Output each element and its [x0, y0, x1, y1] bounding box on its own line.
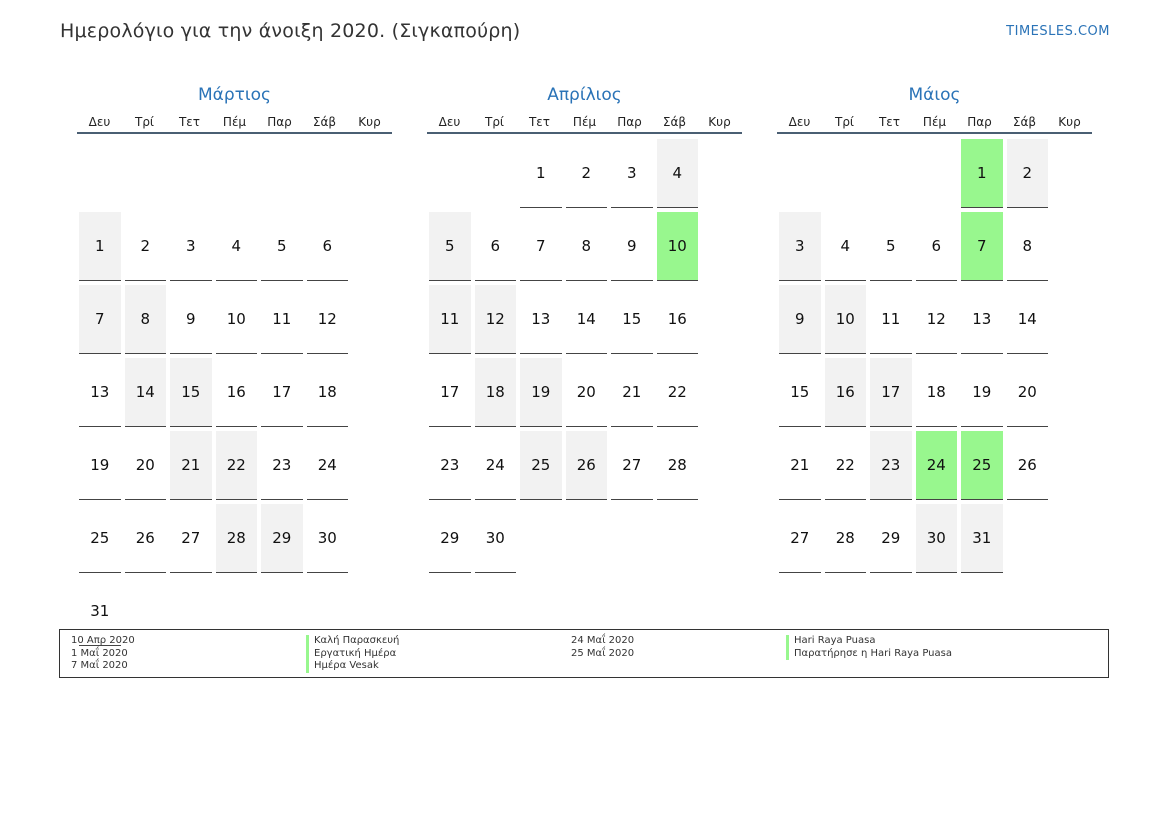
day-number: 8: [566, 212, 608, 281]
day-number: 15: [611, 285, 653, 354]
day-number: 12: [916, 285, 958, 354]
day-number: 30: [307, 504, 349, 573]
day-number: 31: [961, 504, 1003, 573]
day-cell: [473, 504, 519, 577]
day-number: 28: [657, 431, 699, 500]
day-number: 6: [307, 212, 349, 281]
weekday-header: [427, 108, 742, 134]
day-cell: [305, 212, 351, 285]
day-number: 5: [429, 212, 471, 281]
day-cell: [609, 358, 655, 431]
day-cell: [777, 358, 823, 431]
day-cell: [823, 285, 869, 358]
empty-cell: [305, 139, 351, 212]
weekday-label: Κυρ: [358, 115, 381, 129]
day-number: 12: [307, 285, 349, 354]
month-name: Απρίλιος: [547, 85, 622, 105]
day-number: 16: [216, 358, 258, 427]
day-number: 4: [825, 212, 867, 281]
day-number: 17: [429, 358, 471, 427]
holiday-day-cell: [959, 212, 1005, 285]
weekday-label: Παρ: [267, 115, 292, 129]
day-number: 17: [261, 358, 303, 427]
day-number: 2: [566, 139, 608, 208]
day-cell: [123, 285, 169, 358]
day-number: 1: [79, 212, 121, 281]
day-cell: [305, 431, 351, 504]
day-cell: [427, 431, 473, 504]
day-cell: [609, 431, 655, 504]
day-number: 28: [825, 504, 867, 573]
day-cell: [1005, 285, 1051, 358]
day-cell: [868, 504, 914, 577]
holiday-day-cell: [914, 431, 960, 504]
day-cell: [77, 212, 123, 285]
day-number: 22: [825, 431, 867, 500]
day-cell: [959, 504, 1005, 577]
day-number: 25: [961, 431, 1003, 500]
day-number: 12: [475, 285, 517, 354]
day-number: 15: [779, 358, 821, 427]
day-number: 11: [261, 285, 303, 354]
day-cell: [823, 504, 869, 577]
day-number: 26: [125, 504, 167, 573]
day-cell: [214, 285, 260, 358]
day-cell: [427, 358, 473, 431]
legend-entry: Hari Raya Puasa: [786, 635, 952, 648]
day-number: 14: [566, 285, 608, 354]
day-cell: [564, 139, 610, 212]
day-cell: [77, 358, 123, 431]
day-number: 31: [79, 577, 121, 646]
day-cell: [868, 212, 914, 285]
day-grid: [777, 139, 1092, 577]
weekday-label: Πέμ: [922, 115, 947, 129]
day-number: 2: [125, 212, 167, 281]
day-number: 10: [657, 212, 699, 281]
day-number: 13: [961, 285, 1003, 354]
day-cell: [259, 358, 305, 431]
day-number: 13: [79, 358, 121, 427]
day-number: 18: [916, 358, 958, 427]
day-cell: [168, 504, 214, 577]
day-number: 3: [779, 212, 821, 281]
day-number: 21: [611, 358, 653, 427]
day-number: 14: [1007, 285, 1049, 354]
day-number: 27: [779, 504, 821, 573]
day-number: 23: [870, 431, 912, 500]
day-cell: [473, 212, 519, 285]
day-cell: [168, 285, 214, 358]
day-cell: [655, 431, 701, 504]
day-number: 3: [611, 139, 653, 208]
day-number: 11: [429, 285, 471, 354]
day-number: 24: [475, 431, 517, 500]
day-number: 19: [520, 358, 562, 427]
day-number: 30: [475, 504, 517, 573]
day-number: 18: [307, 358, 349, 427]
day-cell: [823, 431, 869, 504]
weekday-header: [777, 108, 1092, 134]
day-cell: [564, 212, 610, 285]
empty-cell: [214, 139, 260, 212]
day-cell: [259, 212, 305, 285]
day-cell: [214, 358, 260, 431]
page-title: Ημερολόγιο για την άνοιξη 2020. (Σιγκαπούρη): [60, 20, 521, 42]
day-cell: [823, 358, 869, 431]
day-cell: [77, 431, 123, 504]
day-number: 19: [79, 431, 121, 500]
holiday-day-cell: [655, 212, 701, 285]
day-cell: [168, 212, 214, 285]
day-number: 10: [216, 285, 258, 354]
day-number: 26: [566, 431, 608, 500]
month-calendar-may: [777, 84, 1092, 577]
day-cell: [1005, 431, 1051, 504]
month-name: Μάρτιος: [197, 85, 272, 105]
day-cell: [168, 358, 214, 431]
day-cell: [123, 358, 169, 431]
day-cell: [823, 212, 869, 285]
weekday-label: Παρ: [617, 115, 642, 129]
day-cell: [518, 285, 564, 358]
day-cell: [959, 358, 1005, 431]
day-number: 4: [216, 212, 258, 281]
day-number: 21: [779, 431, 821, 500]
weekday-label: Πέμ: [222, 115, 247, 129]
day-cell: [305, 358, 351, 431]
day-cell: [959, 285, 1005, 358]
day-cell: [168, 431, 214, 504]
day-cell: [655, 285, 701, 358]
legend-entry: Εργατική Ημέρα: [306, 648, 399, 661]
day-cell: [564, 431, 610, 504]
day-cell: [564, 358, 610, 431]
weekday-label: Κυρ: [1058, 115, 1081, 129]
weekday-label: Σάβ: [1012, 115, 1037, 129]
weekday-label: Κυρ: [708, 115, 731, 129]
day-cell: [564, 285, 610, 358]
day-cell: [123, 212, 169, 285]
day-cell: [473, 285, 519, 358]
day-number: 7: [79, 285, 121, 354]
day-number: 30: [916, 504, 958, 573]
day-number: 5: [870, 212, 912, 281]
day-number: 29: [429, 504, 471, 573]
month-name: Μάιος: [908, 85, 961, 105]
day-number: 29: [261, 504, 303, 573]
day-cell: [518, 431, 564, 504]
legend-entry: 10 Απρ 2020: [71, 635, 135, 646]
day-cell: [123, 431, 169, 504]
day-cell: [473, 358, 519, 431]
day-number: 24: [916, 431, 958, 500]
day-number: 5: [261, 212, 303, 281]
day-cell: [1005, 212, 1051, 285]
holiday-legend: [59, 629, 1109, 678]
day-cell: [1005, 139, 1051, 212]
day-cell: [1005, 358, 1051, 431]
empty-cell: [473, 139, 519, 212]
weekday-label: Δευ: [88, 115, 111, 129]
day-cell: [777, 212, 823, 285]
day-number: 11: [870, 285, 912, 354]
day-number: 23: [261, 431, 303, 500]
day-cell: [655, 358, 701, 431]
day-cell: [473, 431, 519, 504]
day-cell: [427, 212, 473, 285]
day-number: 4: [657, 139, 699, 208]
day-cell: [914, 358, 960, 431]
day-number: 1: [961, 139, 1003, 208]
legend-entry: Ημέρα Vesak: [306, 660, 399, 673]
weekday-label: Σάβ: [662, 115, 687, 129]
weekday-label: Σάβ: [312, 115, 337, 129]
day-cell: [609, 139, 655, 212]
weekday-label: Τετ: [528, 115, 551, 129]
empty-cell: [823, 139, 869, 212]
day-cell: [123, 504, 169, 577]
legend-entry: 1 Μαΐ 2020: [71, 647, 128, 659]
day-number: 13: [520, 285, 562, 354]
day-number: 7: [961, 212, 1003, 281]
day-number: 20: [1007, 358, 1049, 427]
weekday-label: Τρί: [834, 115, 854, 129]
day-cell: [214, 504, 260, 577]
day-cell: [914, 212, 960, 285]
day-cell: [868, 285, 914, 358]
day-cell: [518, 139, 564, 212]
day-number: 27: [170, 504, 212, 573]
weekday-label: Τρί: [134, 115, 154, 129]
day-cell: [609, 285, 655, 358]
day-number: 22: [657, 358, 699, 427]
site-link[interactable]: TIMESLES.COM: [1006, 24, 1110, 39]
day-number: 17: [870, 358, 912, 427]
day-cell: [518, 358, 564, 431]
day-cell: [259, 504, 305, 577]
day-cell: [914, 285, 960, 358]
day-cell: [609, 212, 655, 285]
day-number: 29: [870, 504, 912, 573]
weekday-label: Δευ: [788, 115, 811, 129]
legend-names-col-1: [306, 635, 399, 673]
day-number: 14: [125, 358, 167, 427]
day-number: 22: [216, 431, 258, 500]
day-cell: [214, 212, 260, 285]
day-number: 6: [916, 212, 958, 281]
day-cell: [305, 504, 351, 577]
day-number: 24: [307, 431, 349, 500]
day-number: 15: [170, 358, 212, 427]
day-number: 9: [779, 285, 821, 354]
day-number: 16: [657, 285, 699, 354]
weekday-label: Τετ: [178, 115, 201, 129]
day-number: 20: [125, 431, 167, 500]
day-grid: [427, 139, 742, 577]
day-number: 9: [611, 212, 653, 281]
month-calendar-march: [77, 84, 392, 650]
empty-cell: [123, 139, 169, 212]
day-number: 18: [475, 358, 517, 427]
day-number: 6: [475, 212, 517, 281]
day-cell: [427, 504, 473, 577]
day-number: 8: [1007, 212, 1049, 281]
day-number: 27: [611, 431, 653, 500]
empty-cell: [777, 139, 823, 212]
day-number: 10: [825, 285, 867, 354]
legend-names-col-2: [786, 635, 952, 660]
day-number: 2: [1007, 139, 1049, 208]
day-number: 7: [520, 212, 562, 281]
weekday-label: Τρί: [484, 115, 504, 129]
holiday-day-cell: [959, 139, 1005, 212]
legend-entry: 24 Μαΐ 2020: [571, 635, 635, 646]
day-number: 25: [79, 504, 121, 573]
legend-entry: Καλή Παρασκευή: [306, 635, 399, 648]
legend-entry: Παρατήρησε η Hari Raya Puasa: [786, 648, 952, 661]
day-number: 8: [125, 285, 167, 354]
legend-dates-col-2: [571, 635, 634, 660]
day-number: 26: [1007, 431, 1049, 500]
day-number: 1: [520, 139, 562, 208]
empty-cell: [168, 139, 214, 212]
day-cell: [259, 285, 305, 358]
weekday-header: [77, 108, 392, 134]
day-cell: [914, 504, 960, 577]
day-number: 25: [520, 431, 562, 500]
day-cell: [259, 431, 305, 504]
day-cell: [518, 212, 564, 285]
day-cell: [777, 431, 823, 504]
day-number: 23: [429, 431, 471, 500]
empty-cell: [914, 139, 960, 212]
day-cell: [214, 431, 260, 504]
legend-entry: 25 Μαΐ 2020: [571, 647, 635, 659]
day-number: 28: [216, 504, 258, 573]
holiday-day-cell: [959, 431, 1005, 504]
day-number: 20: [566, 358, 608, 427]
day-cell: [868, 431, 914, 504]
day-number: 3: [170, 212, 212, 281]
month-calendar-april: [427, 84, 742, 577]
weekday-label: Δευ: [438, 115, 461, 129]
weekday-label: Τετ: [878, 115, 901, 129]
day-cell: [427, 285, 473, 358]
day-cell: [777, 285, 823, 358]
weekday-label: Παρ: [967, 115, 992, 129]
empty-cell: [427, 139, 473, 212]
day-number: 19: [961, 358, 1003, 427]
day-cell: [868, 358, 914, 431]
legend-dates-col-1: [71, 635, 135, 673]
empty-cell: [259, 139, 305, 212]
day-cell: [77, 285, 123, 358]
day-grid: [77, 139, 392, 650]
day-number: 16: [825, 358, 867, 427]
day-cell: [77, 504, 123, 577]
day-cell: [777, 504, 823, 577]
weekday-label: Πέμ: [572, 115, 597, 129]
day-number: 9: [170, 285, 212, 354]
day-cell: [305, 285, 351, 358]
empty-cell: [868, 139, 914, 212]
day-number: 21: [170, 431, 212, 500]
empty-cell: [77, 139, 123, 212]
legend-entry: 7 Μαΐ 2020: [71, 660, 128, 671]
day-cell: [655, 139, 701, 212]
